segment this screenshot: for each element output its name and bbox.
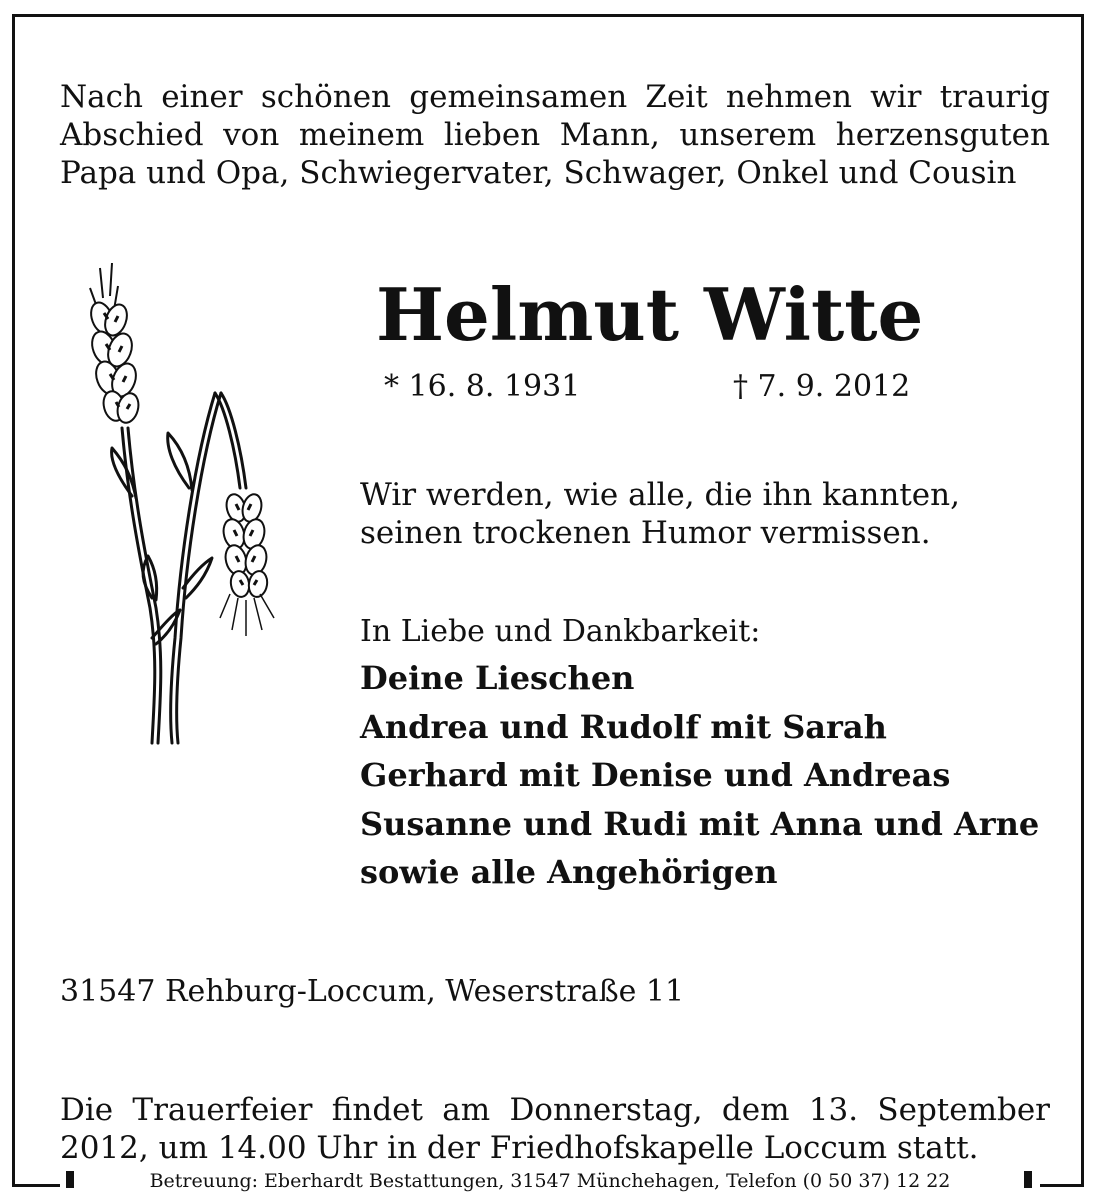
wheat-ears-icon <box>70 258 290 753</box>
footer-marker <box>1024 1171 1032 1188</box>
quote-line: Wir werden, wie alle, die ihn kannten, <box>360 477 960 513</box>
memorial-quote <box>360 476 960 552</box>
deceased-name: Helmut Witte <box>376 272 924 357</box>
undertaker-footer: Betreuung: Eberhardt Bestattungen, 31547 Münchehagen, Telefon (0 50 37) 12 22 <box>60 1167 1040 1195</box>
intro-text <box>60 78 1050 192</box>
birth-date: * 16. 8. 1931 <box>384 369 581 404</box>
mourner-name: Andrea und Rudolf mit Sarah <box>360 707 887 746</box>
footer-marker <box>66 1171 74 1188</box>
intro-line: Abschied von meinem lieben Mann, unserem herzensguten <box>60 117 1050 153</box>
ceremony-line: 2012, um 14.00 Uhr in der Friedhofskapelle Loccum statt. <box>60 1130 979 1166</box>
ceremony-line: Die Trauerfeier findet am Donnerstag, dem 13. September <box>60 1092 1050 1128</box>
intro-line: Papa und Opa, Schwiegervater, Schwager, Onkel und Cousin <box>60 155 1017 191</box>
quote-line: seinen trockenen Humor vermissen. <box>360 515 931 551</box>
mourner-name: sowie alle Angehörigen <box>360 853 778 891</box>
intro-line: Nach einer schönen gemeinsamen Zeit nehmen wir traurig <box>60 79 1050 115</box>
mourner-name: Gerhard mit Denise und Andreas <box>360 756 951 794</box>
family-address: 31547 Rehburg-Loccum, Weserstraße 11 <box>60 974 685 1009</box>
death-date: † 7. 9. 2012 <box>733 369 911 404</box>
mourners-list <box>360 654 1039 897</box>
mourner-name: Susanne und Rudi mit Anna und Arne <box>360 804 1040 843</box>
mourners-heading: In Liebe und Dankbarkeit: <box>360 614 761 649</box>
funeral-ceremony-text <box>60 1091 1050 1167</box>
mourner-name: Deine Lieschen <box>360 659 635 697</box>
